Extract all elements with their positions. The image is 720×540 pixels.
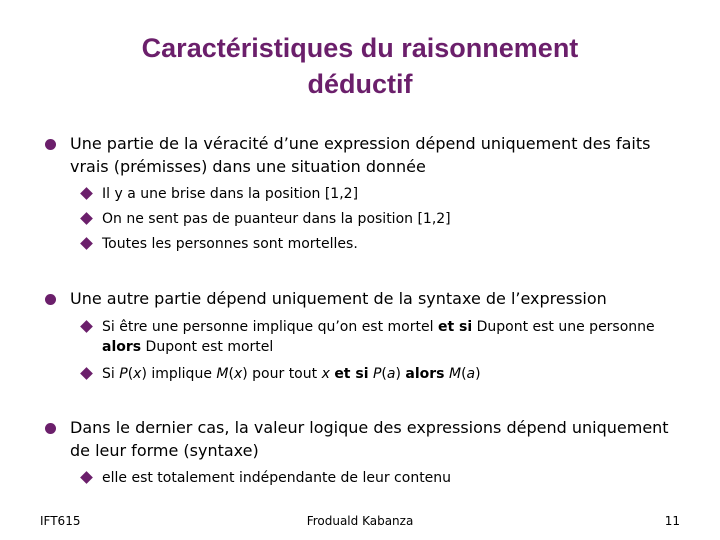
footer-course-code: IFT615 xyxy=(40,514,81,528)
sub-bullet-text: Il y a une brise dans la position [1,2] xyxy=(102,186,359,202)
sub-bullet-1-1 xyxy=(102,184,692,204)
bold-keyword: et si xyxy=(334,366,369,382)
diamond-bullet-icon xyxy=(80,212,93,225)
diamond-bullet-icon xyxy=(80,471,93,484)
diamond-bullet-icon xyxy=(80,237,93,250)
bullet-point-text: Une partie de la véracité d’une expression dépend uniquement des faits vrais (prémisses) dans une situation donnée xyxy=(70,134,651,176)
bullet-point-text: Dans le dernier cas, la valeur logique des expressions dépend uniquement de leur forme (syntaxe) xyxy=(70,418,669,460)
bullet-point-3 xyxy=(70,416,690,462)
sub-bullet-text: Toutes les personnes sont mortelles. xyxy=(102,236,358,252)
bold-keyword: alors xyxy=(102,339,142,355)
slide-title-line-2: déductif xyxy=(307,69,413,99)
sub-bullet-text: Si être une personne implique qu’on est mortel et si Dupont est une personne alors Dupont est mortel xyxy=(102,319,655,355)
footer-author: Froduald Kabanza xyxy=(306,514,414,528)
sub-bullet-3-1 xyxy=(102,468,692,488)
diamond-bullet-icon xyxy=(80,187,93,200)
sub-bullet-1-2 xyxy=(102,209,692,229)
sub-bullet-2-2 xyxy=(102,364,692,384)
round-bullet-icon xyxy=(45,294,56,305)
bold-keyword: et si xyxy=(437,319,473,335)
round-bullet-icon xyxy=(45,139,56,150)
slide-title xyxy=(40,30,680,102)
sub-bullet-1-3 xyxy=(102,234,692,254)
slide-title-line-1: Caractéristiques du raisonnement xyxy=(141,33,579,63)
page-number: 11 xyxy=(664,514,680,528)
bold-keyword: alors xyxy=(405,366,445,382)
sub-bullet-text: elle est totalement indépendante de leur contenu xyxy=(102,470,452,486)
sub-bullet-2-1 xyxy=(102,317,692,357)
bullet-point-2 xyxy=(70,287,690,310)
bullet-point-text: Une autre partie dépend uniquement de la syntaxe de l’expression xyxy=(70,289,607,308)
sub-bullet-text: Si P(x) implique M(x) pour tout x et si P(a) alors M(a) xyxy=(102,366,481,382)
bullet-point-1 xyxy=(70,132,690,178)
round-bullet-icon xyxy=(45,423,56,434)
diamond-bullet-icon xyxy=(80,367,93,380)
diamond-bullet-icon xyxy=(80,320,93,333)
sub-bullet-text: On ne sent pas de puanteur dans la position [1,2] xyxy=(102,211,451,227)
